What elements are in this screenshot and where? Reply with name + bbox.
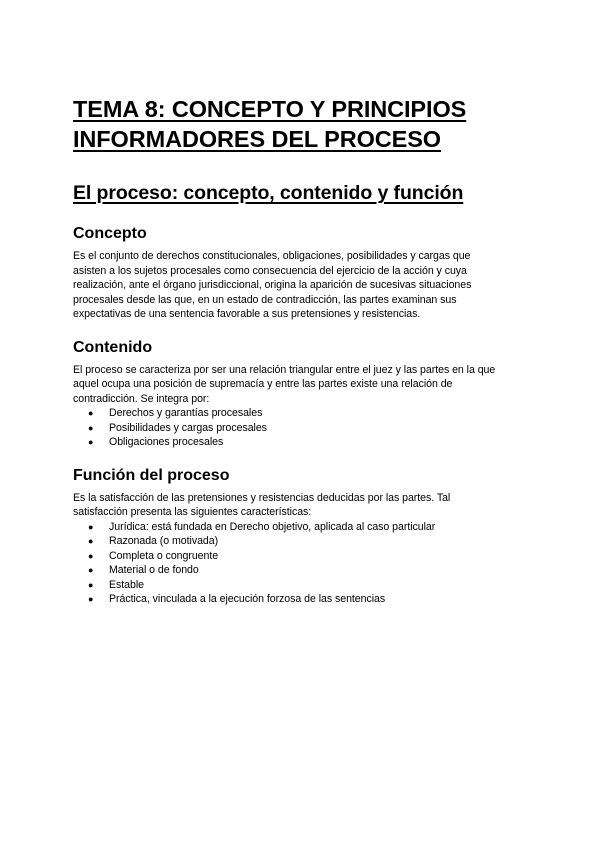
funcion-line: satisfacción presenta las siguientes características: — [73, 506, 312, 518]
page-title-line-1: TEMA 8: CONCEPTO Y PRINCIPIOS — [73, 96, 467, 122]
contenido-list — [73, 406, 528, 450]
section-title: El proceso: concepto, contenido y función — [73, 182, 464, 204]
bullet-icon: ● — [88, 536, 94, 546]
concepto-line: procesales desde las que, en un estado de contradicción, las partes examinan sus — [73, 293, 457, 306]
bullet-icon: ● — [88, 408, 94, 418]
contenido-line: El proceso se caracteriza por ser una relación triangular entre el juez y las partes en la que — [73, 363, 496, 376]
concepto-heading: Concepto — [73, 225, 147, 242]
document-page — [73, 94, 528, 607]
page-title — [73, 94, 528, 154]
concepto-line: asisten a los sujetos procesales como consecuencia del ejercicio de la acción y cuya — [73, 264, 467, 277]
bullet-icon: ● — [88, 550, 94, 561]
funcion-list — [73, 520, 528, 607]
list-item: ● Práctica, vinculada a la ejecución forzosa de las sentencias — [88, 593, 386, 605]
list-item: ● Jurídica: está fundada en Derecho objetivo, aplicada al caso particular — [88, 520, 436, 533]
concepto-paragraph — [73, 249, 528, 322]
concepto-line: realización, ante el órgano jurisdiccional, origina la aparición de sucesivas situaciones — [73, 279, 472, 291]
bullet-icon: ● — [88, 594, 94, 604]
list-item: ● Material o de fondo — [88, 564, 199, 576]
funcion-paragraph — [73, 491, 528, 520]
page-title-line-2: INFORMADORES DEL PROCESO — [73, 126, 441, 152]
bullet-icon: ● — [88, 422, 94, 433]
bullet-icon: ● — [88, 579, 94, 590]
funcion-heading: Función del proceso — [73, 466, 230, 484]
funcion-line: Es la satisfacción de las pretensiones y resistencias deducidas por las partes. Tal — [73, 491, 451, 504]
contenido-line: contradicción. Se integra por: — [73, 392, 210, 405]
contenido-heading: Contenido — [73, 338, 153, 356]
list-item: ● Estable — [88, 578, 144, 591]
list-item: ● Obligaciones procesales — [88, 436, 224, 448]
concepto-line: Es el conjunto de derechos constitucionales, obligaciones, posibilidades y cargas que — [73, 250, 471, 262]
list-item: ● Posibilidades y cargas procesales — [88, 421, 267, 434]
contenido-paragraph — [73, 363, 528, 407]
list-item: ● Derechos y garantías procesales — [88, 407, 263, 419]
bullet-icon: ● — [88, 437, 94, 447]
bullet-icon: ● — [88, 521, 94, 532]
concepto-line: expectativas de una sentencia favorable a sus pretensiones y resistencias. — [73, 308, 421, 320]
list-item: ● Completa o congruente — [88, 549, 219, 562]
list-item: ● Razonada (o motivada) — [88, 535, 219, 547]
contenido-line: aquel ocupa una posición de supremacía y entre las partes existe una relación de — [73, 378, 453, 390]
bullet-icon: ● — [88, 565, 94, 575]
